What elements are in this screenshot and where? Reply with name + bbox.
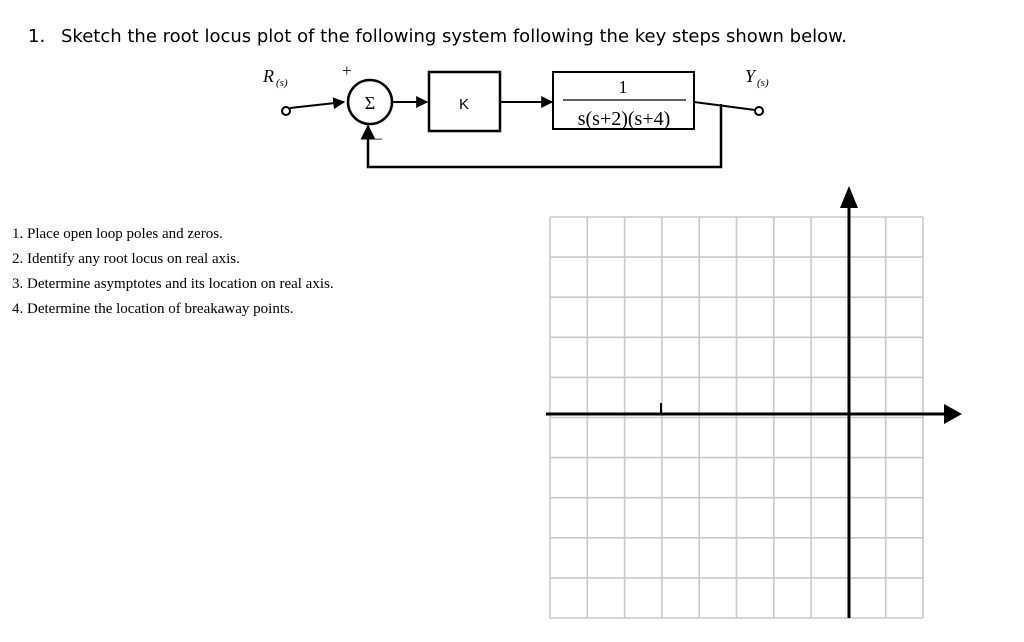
- plant-output-line: [694, 102, 755, 110]
- step-item: 4. Determine the location of breakaway points.: [12, 301, 294, 317]
- block-diagram: [0, 0, 1024, 200]
- input-subscript: (s): [276, 77, 288, 89]
- input-label: R: [263, 66, 274, 86]
- step-item: 3. Determine asymptotes and its location on real axis.: [12, 276, 334, 292]
- minus-sign: –: [374, 130, 382, 147]
- output-label: Y: [745, 66, 756, 86]
- question-number: 1.: [28, 26, 46, 47]
- real-axis-arrow: [944, 404, 962, 424]
- gain-label: K: [458, 96, 470, 113]
- step-item: 1. Place open loop poles and zeros.: [12, 226, 223, 242]
- input-line: [290, 102, 344, 108]
- plus-sign: +: [342, 61, 352, 80]
- summing-symbol: Σ: [364, 93, 376, 113]
- output-terminal: [755, 107, 763, 115]
- step-item: 2. Identify any root locus on real axis.: [12, 251, 240, 267]
- question-text: Sketch the root locus plot of the following system following the key steps shown below.: [61, 26, 847, 47]
- steps-list: [12, 224, 334, 324]
- output-subscript: (s): [757, 77, 769, 89]
- plant-denominator: s(s+2)(s+4): [577, 108, 671, 130]
- plant-numerator: 1: [618, 77, 628, 97]
- grid-lines: [550, 217, 923, 618]
- input-terminal: [282, 107, 290, 115]
